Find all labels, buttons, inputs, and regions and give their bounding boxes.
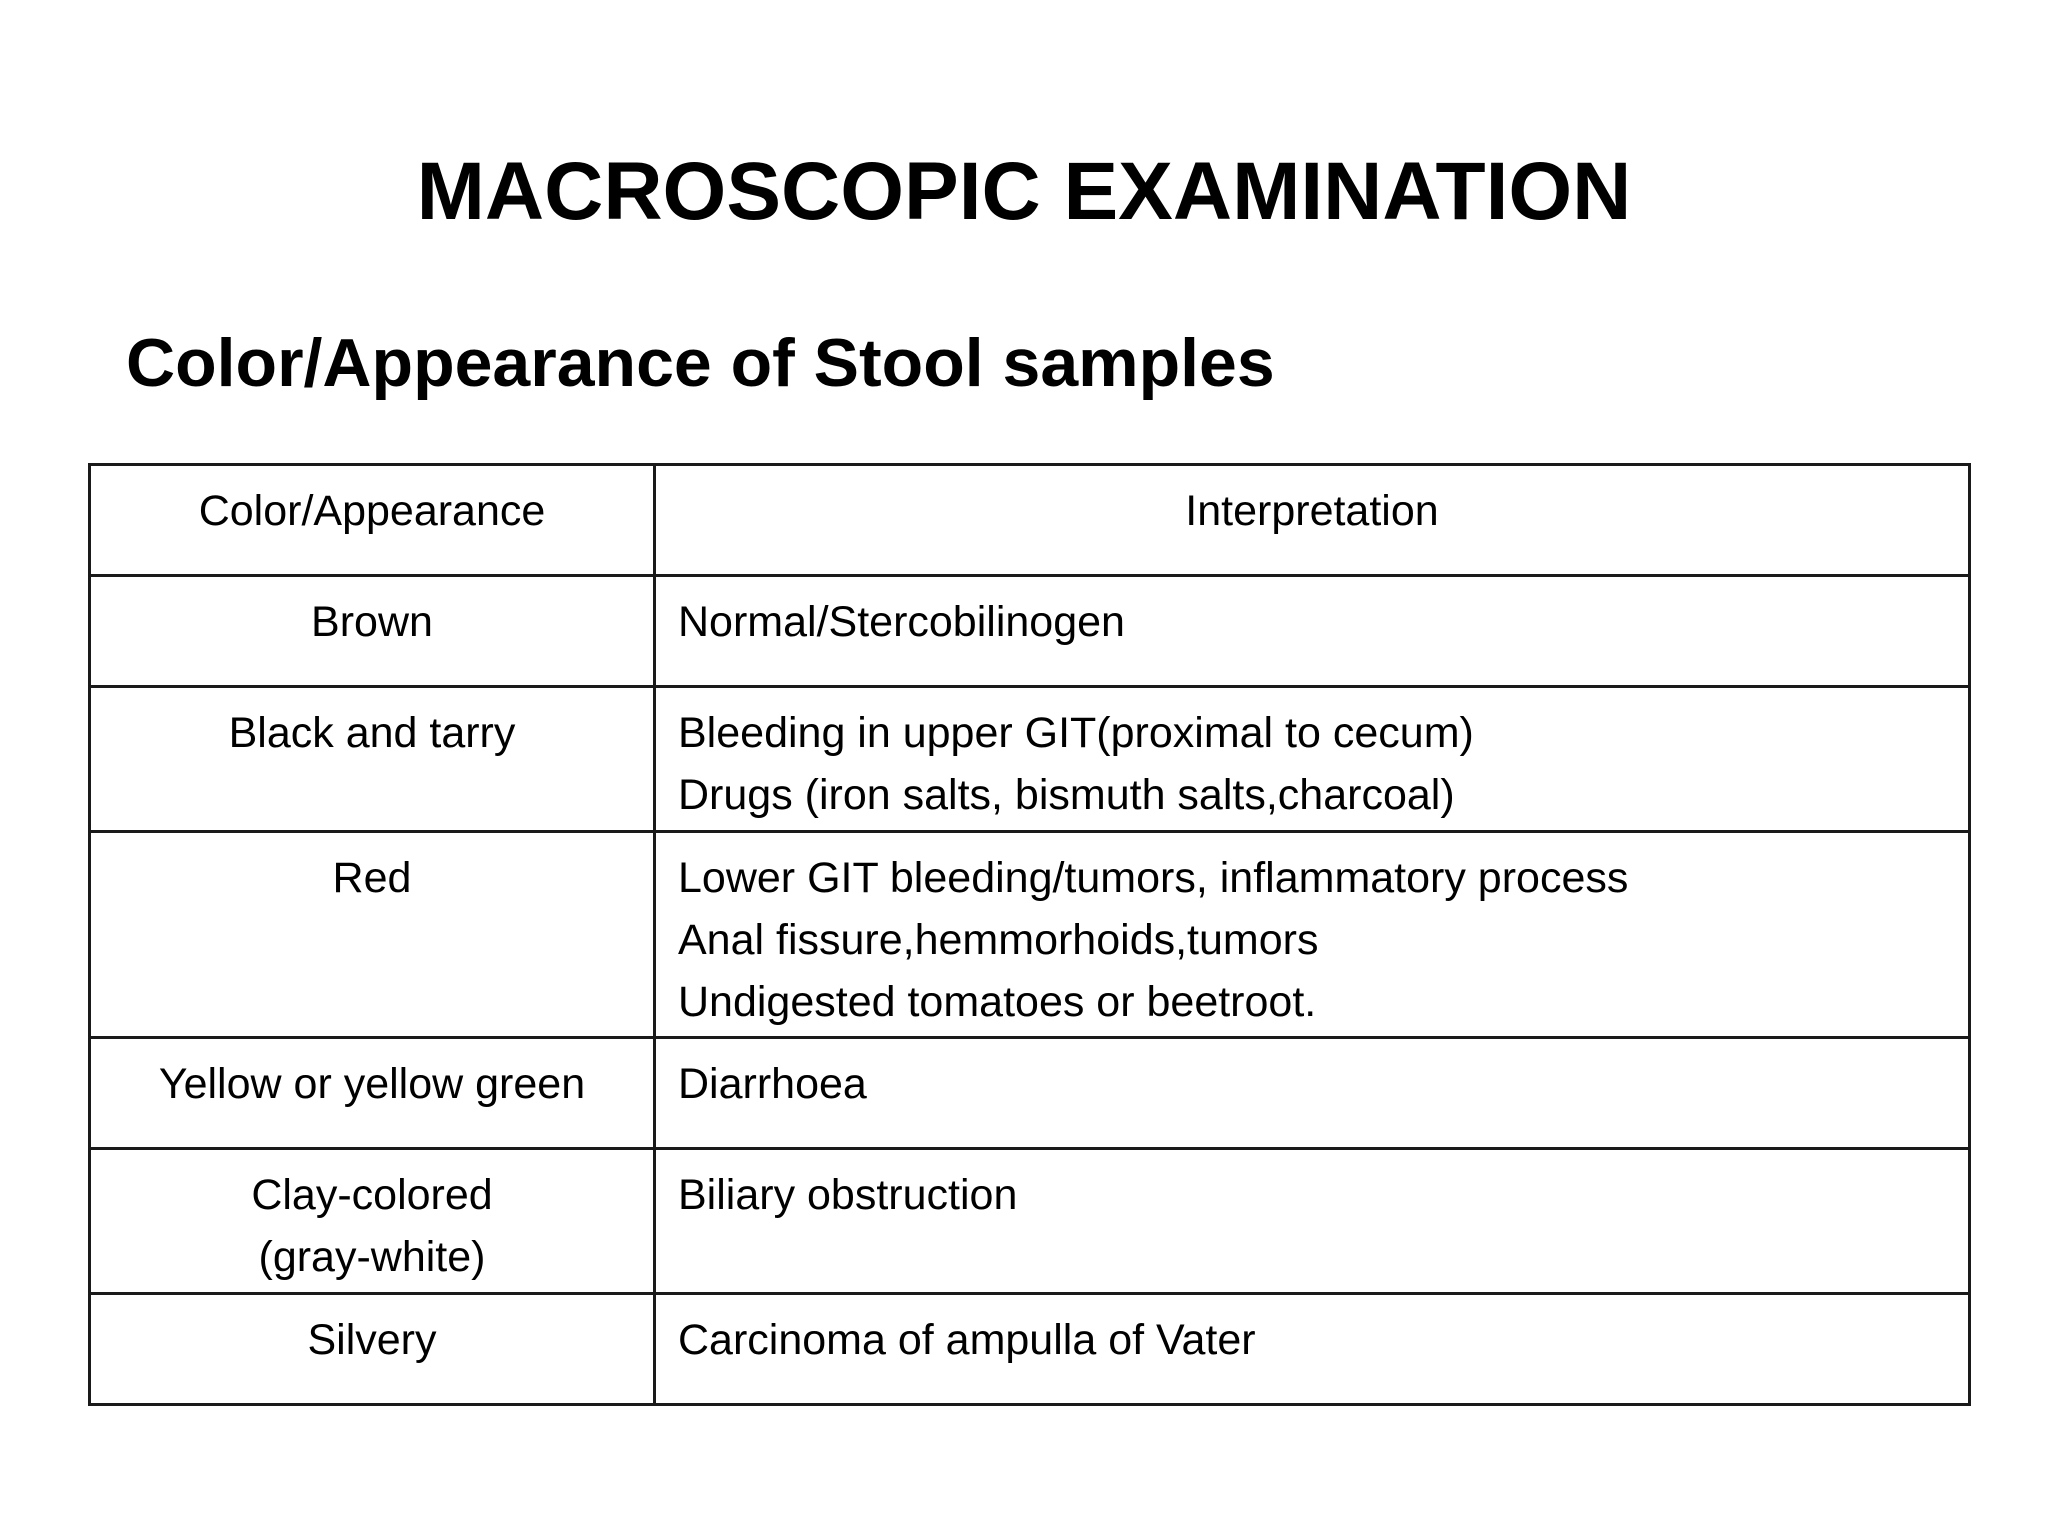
color-line: Black and tarry (228, 709, 516, 757)
interpretation-line: Anal fissure,hemmorhoids,tumors (678, 916, 1319, 964)
color-line: Red (332, 854, 412, 902)
color-line: Yellow or yellow green (158, 1060, 586, 1108)
interpretation-cell (655, 576, 1970, 687)
interpretation-line: Lower GIT bleeding/tumors, inflammatory process (678, 854, 1629, 902)
interpretation-line: Bleeding in upper GIT(proximal to cecum) (678, 709, 1474, 757)
interpretation-cell (655, 687, 1970, 832)
color-cell (90, 1149, 655, 1294)
table-row (90, 1038, 1970, 1149)
color-line: Clay-colored (251, 1171, 493, 1219)
table-row (90, 576, 1970, 687)
color-line: Silvery (307, 1316, 437, 1364)
interpretation-line: Normal/Stercobilinogen (678, 598, 1125, 646)
color-cell (90, 576, 655, 687)
table-row (90, 1294, 1970, 1405)
interpretation-line: Drugs (iron salts, bismuth salts,charcoal) (678, 771, 1455, 819)
interpretation-line: Diarrhoea (678, 1060, 867, 1108)
header-interpretation: Interpretation (655, 465, 1970, 576)
color-cell (90, 1294, 655, 1405)
interpretation-cell (655, 1149, 1970, 1294)
interpretation-line: Carcinoma of ampulla of Vater (678, 1316, 1256, 1364)
interpretation-cell (655, 1038, 1970, 1149)
stool-color-table (88, 463, 1971, 1406)
header-color-appearance: Color/Appearance (90, 465, 655, 576)
color-cell (90, 687, 655, 832)
interpretation-line: Biliary obstruction (678, 1171, 1018, 1219)
color-line: Brown (311, 598, 433, 646)
color-cell (90, 832, 655, 1038)
interpretation-cell (655, 1294, 1970, 1405)
table-row (90, 687, 1970, 832)
table-header-row (90, 465, 1970, 576)
color-line: (gray-white) (258, 1233, 486, 1281)
stool-color-table-container (88, 463, 1971, 1406)
table-row (90, 832, 1970, 1038)
table-row (90, 1149, 1970, 1294)
slide-subtitle: Color/Appearance of Stool samples (126, 325, 1275, 401)
interpretation-cell (655, 832, 1970, 1038)
slide-title: MACROSCOPIC EXAMINATION (416, 146, 1632, 237)
interpretation-line: Undigested tomatoes or beetroot. (678, 978, 1317, 1026)
color-cell (90, 1038, 655, 1149)
